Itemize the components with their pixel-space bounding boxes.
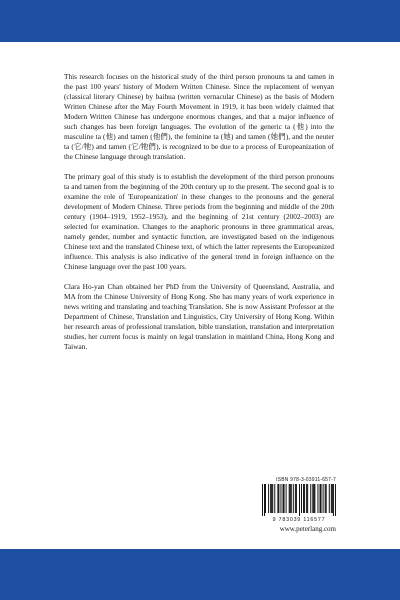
author-bio-paragraph: Clara Ho-yan Chan obtained her PhD from the University of Queensland, Australia, and MA from the Chinese University of Hong Kong. She has many years of work experience in news writing and translating and teaching Translation. She is now Assistant Professor at the Department of Chinese, Translation and Linguistics, City University of Hong Kong. Within her research areas of professional translation, bible translation, translation and interpretation studies, her current focus is mainly on legal translation in mainland China, Hong Kong and Taiwan. xyxy=(64,282,334,351)
abstract-paragraph-1: This research focuses on the historical study of the third person pronouns ta and tamen in the past 100 years' history of Modern Written Chinese. Since the replacement of wenyan (classical literary Chinese) by baihua (written vernacular Chinese) as the basis of Modern Written Chinese after the May Fourth Movement in 1919, it has been widely claimed that Modern Written Chinese has undergone enormous changes, and that a major influence of such changes has been foreign languages. The evolution of the generic ta (他) into the masculine ta (他) and tamen (他們), the feminine ta (她) and tamen (她們), and the neuter ta (它/牠) and tamen (它/牠們), is recognized to be due to a process of Europeanization of the Chinese language through translation. xyxy=(64,72,334,161)
back-cover-text xyxy=(64,72,334,362)
abstract-paragraph-2: The primary goal of this study is to establish the development of the third person pronouns ta and tamen from the beginning of the 20th century up to the present. The second goal is to examine the role of 'Europeanization' in these changes to the pronouns and the general development of Modern Chinese. Three periods from the beginning and middle of the 20th century (1904–1919, 1952–1953), and the beginning of 21st century (2002–2003) are selected for examination. Changes to the anaphoric pronouns in three grammatical areas, namely gender, number and syntactic function, are investigated based on the indigenous Chinese text and the translated Chinese text, of which the latter represents the Europeanized influence. This analysis is also indicative of the general trend in foreign influence on the Chinese language over the past 100 years. xyxy=(64,172,334,271)
publisher-url: www.peterlang.com xyxy=(279,525,336,533)
isbn-label: ISBN 978-3-03911-657-7 xyxy=(276,477,336,483)
barcode-image xyxy=(262,484,336,516)
barcode-block xyxy=(262,477,336,533)
top-color-band xyxy=(0,0,400,42)
barcode-digits: 9 783039 116577 xyxy=(272,517,326,523)
bottom-color-band xyxy=(0,549,400,600)
